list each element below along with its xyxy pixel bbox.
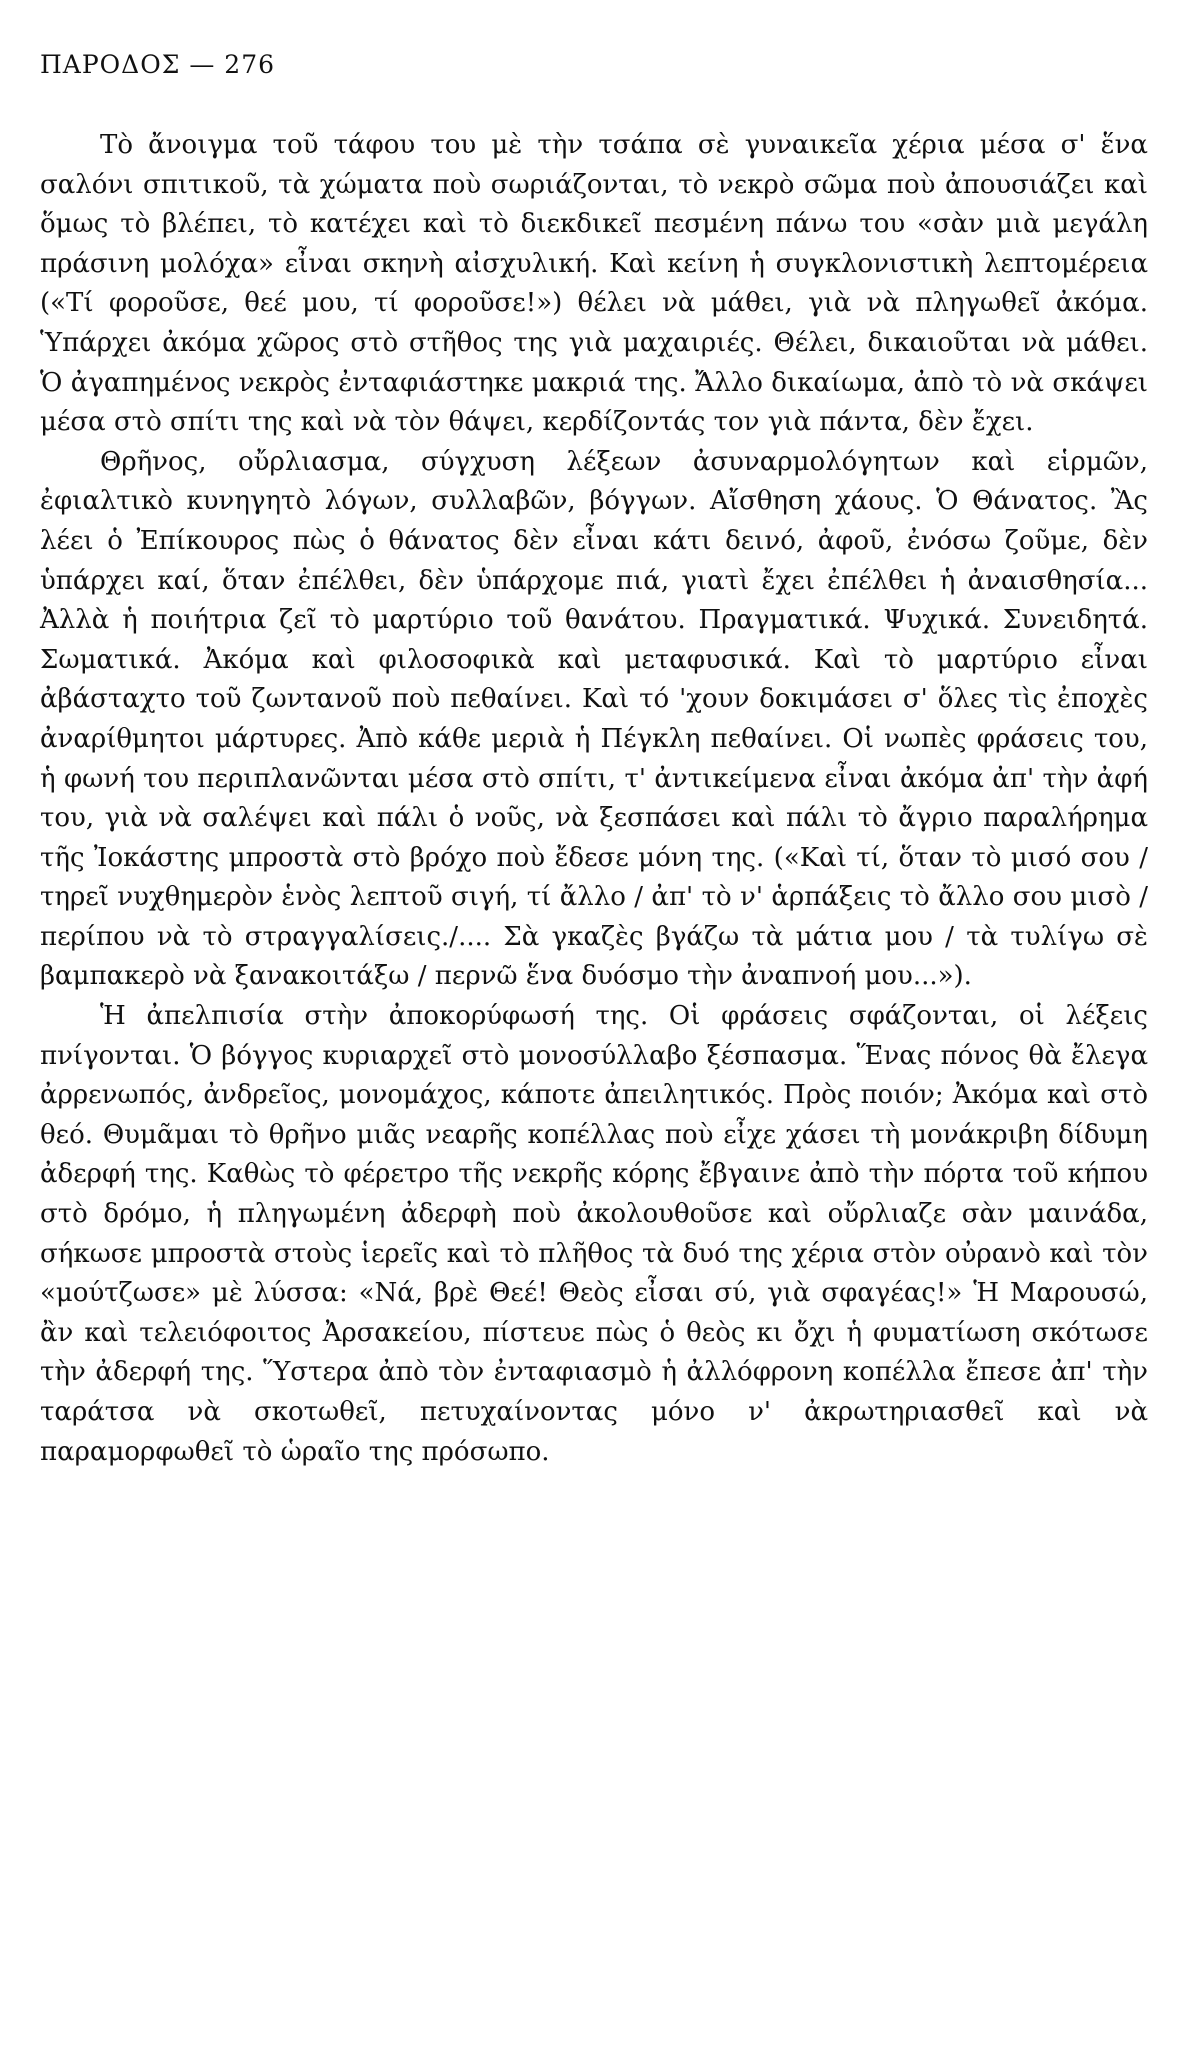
paragraph-3: Ἡ ἀπελπισία στὴν ἀποκορύφωσή της. Οἱ φράσεις σφάζονται, οἱ λέξεις πνίγονται. Ὁ βόγγος κυριαρχεῖ στὸ μονοσύλλαβο ξέσπασμα. Ἕνας πόνος θὰ ἔλεγα ἀρρενωπός, ἀνδρεῖος, μονομάχος, κάποτε ἀπειλητικός. Πρὸς ποιόν; Ἀκόμα καὶ στὸ θεό. Θυμᾶμαι τὸ θρῆνο μιᾶς νεαρῆς κοπέλλας ποὺ εἶχε χάσει τὴ μονάκριβη δίδυμη ἀδερφή της. Καθὼς τὸ φέρετρο τῆς νεκρῆς κόρης ἔβγαινε ἀπὸ τὴν πόρτα τοῦ κήπου στὸ δρόμο, ἡ πληγωμένη ἀδερφὴ ποὺ ἀκολουθοῦσε καὶ οὔρλιαζε σὰν μαινάδα, σήκωσε μπροστὰ στοὺς ἱερεῖς καὶ τὸ πλῆθος τὰ δυό της χέρια στὸν οὐρανὸ καὶ τὸν «μούτζωσε» μὲ λύσσα: «Νά, βρὲ Θεέ! Θεὸς εἶσαι σύ, γιὰ σφαγέας!» Ἡ Μαρουσώ, ἂν καὶ τελειόφοιτος Ἀρσακείου, πίστευε πὼς ὁ θεὸς κι ὄχι ἡ φυματίωση σκότωσε τὴν ἀδερφή της. Ὕστερα ἀπὸ τὸν ἐνταφιασμὸ ἡ ἀλλόφρονη κοπέλλα ἔπεσε ἀπ' τὴν ταράτσα νὰ σκοτωθεῖ, πετυχαίνοντας μόνο ν' ἀκρωτηριασθεῖ καὶ νὰ παραμορφωθεῖ τὸ ὡραῖο της πρόσωπο. (40, 1001, 1148, 1467)
body-text (40, 126, 1148, 1472)
paragraph-2: Θρῆνος, οὔρλιασμα, σύγχυση λέξεων ἀσυναρμολόγητων καὶ εἱρμῶν, ἐφιαλτικὸ κυνηγητὸ λόγων, συλλαβῶν, βόγγων. Αἴσθηση χάους. Ὁ Θάνατος. Ἂς λέει ὁ Ἐπίκουρος πὼς ὁ θάνατος δὲν εἶναι κάτι δεινό, ἀφοῦ, ἐνόσω ζοῦμε, δὲν ὑπάρχει καί, ὅταν ἐπέλθει, δὲν ὑπάρχομε πιά, γιατὶ ἔχει ἐπέλθει ἡ ἀναισθησία... Ἀλλὰ ἡ ποιήτρια ζεῖ τὸ μαρτύριο τοῦ θανάτου. Πραγματικά. Ψυχικά. Συνειδητά. Σωματικά. Ἀκόμα καὶ φιλοσοφικὰ καὶ μεταφυσικά. Καὶ τὸ μαρτύριο εἶναι ἀβάσταχτο τοῦ ζωντανοῦ ποὺ πεθαίνει. Καὶ τό 'χουν δοκιμάσει σ' ὅλες τὶς ἐποχὲς ἀναρίθμητοι μάρτυρες. Ἀπὸ κάθε μεριὰ ἡ Πέγκλη πεθαίνει. Οἱ νωπὲς φράσεις του, ἡ φωνή του περιπλανῶνται μέσα στὸ σπίτι, τ' ἀντικείμενα εἶναι ἀκόμα ἀπ' τὴν ἀφή του, γιὰ νὰ σαλέψει καὶ πάλι ὁ νοῦς, νὰ ξεσπάσει καὶ πάλι τὸ ἄγριο παραλήρημα τῆς Ἰοκάστης μπροστὰ στὸ βρόχο ποὺ ἔδεσε μόνη της. («Καὶ τί, ὅταν τὸ μισό σου / τηρεῖ νυχθημερὸν ἑνὸς λεπτοῦ σιγή, τί ἄλλο / ἀπ' τὸ ν' ἁρπάξεις τὸ ἄλλο σου μισὸ / περίπου νὰ τὸ στραγγαλίσεις./.... Σὰ γκαζὲς βγάζω τὰ μάτια μου / τὰ τυλίγω σὲ βαμπακερὸ νὰ ξανακοιτάξω / περνῶ ἕνα δυόσμο τὴν ἀναπνοή μου...»). (40, 446, 1148, 992)
paragraph-1: Τὸ ἄνοιγμα τοῦ τάφου του μὲ τὴν τσάπα σὲ γυναικεῖα χέρια μέσα σ' ἕνα σαλόνι σπιτικοῦ, τὰ χώματα ποὺ σωριάζονται, τὸ νεκρὸ σῶμα ποὺ ἀπουσιάζει καὶ ὅμως τὸ βλέπει, τὸ κατέχει καὶ τὸ διεκδικεῖ πεσμένη πάνω του «σὰν μιὰ μεγάλη πράσινη μολόχα» εἶναι σκηνὴ αἰσχυλική. Καὶ κείνη ἡ συγκλονιστικὴ λεπτομέρεια («Τί φοροῦσε, θεέ μου, τί φοροῦσε!») θέλει νὰ μάθει, γιὰ νὰ πληγωθεῖ ἀκόμα. Ὑπάρχει ἀκόμα χῶρος στὸ στῆθος της γιὰ μαχαιριές. Θέλει, δικαιοῦται νὰ μάθει. Ὁ ἀγαπημένος νεκρὸς ἐνταφιάστηκε μακριά της. Ἄλλο δικαίωμα, ἀπὸ τὸ νὰ σκάψει μέσα στὸ σπίτι της καὶ νὰ τὸν θάψει, κερδίζοντάς τον γιὰ πάντα, δὲν ἔχει. (40, 130, 1148, 438)
running-head: ΠΑΡΟΔΟΣ — 276 (40, 50, 276, 79)
